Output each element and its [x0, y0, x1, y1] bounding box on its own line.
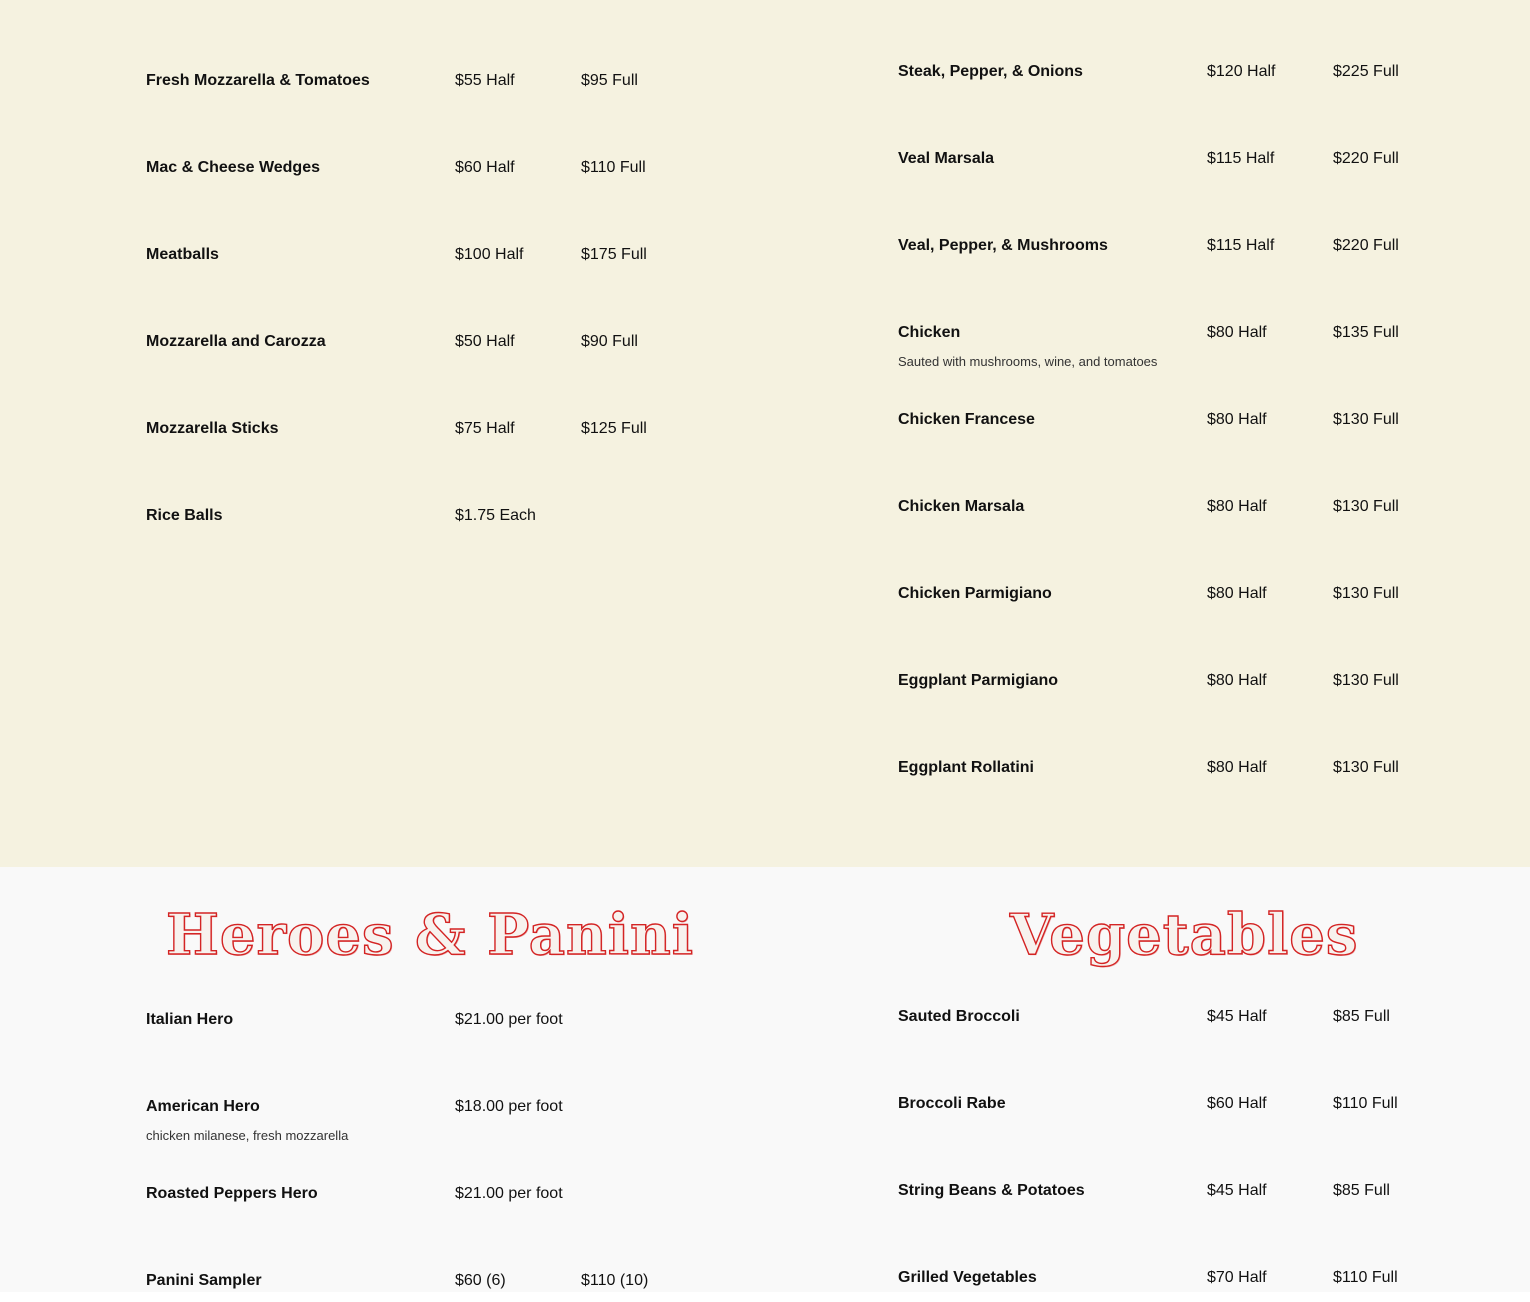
menu-item-price-half: $80 Half: [1207, 498, 1267, 515]
menu-item-price: $21.00 per foot: [455, 1185, 563, 1202]
menu-item-price-full: $135 Full: [1333, 324, 1399, 341]
menu-item-name: Italian Hero: [146, 1011, 234, 1028]
menu-item-name: Sauted Broccoli: [898, 1008, 1020, 1025]
menu-item-price-full: $95 Full: [581, 72, 638, 89]
menu-item-price-half: $50 Half: [455, 333, 515, 350]
menu-item-name: Rice Balls: [146, 507, 223, 524]
menu-item-name: Grilled Vegetables: [898, 1269, 1037, 1286]
menu-item-name: Mac & Cheese Wedges: [146, 159, 320, 176]
menu-item-name: String Beans & Potatoes: [898, 1182, 1085, 1199]
menu-item-name: Steak, Pepper, & Onions: [898, 63, 1083, 80]
menu-item-price-half: $80 Half: [1207, 585, 1267, 602]
vegetables-heading: Vegetables: [1010, 902, 1359, 968]
menu-item-price-half: $60 Half: [455, 159, 515, 176]
menu-item-price-full: $90 Full: [581, 333, 638, 350]
menu-item-name: Chicken: [898, 324, 961, 341]
menu-item-price-half: $45 Half: [1207, 1182, 1267, 1199]
menu-item-price-full: $130 Full: [1333, 585, 1399, 602]
menu-item-price-half: $100 Half: [455, 246, 524, 263]
menu-item-price-full: $130 Full: [1333, 411, 1399, 428]
menu-item-price-half: $45 Half: [1207, 1008, 1267, 1025]
menu-item-name: Roasted Peppers Hero: [146, 1185, 318, 1202]
menu-item-name: Chicken Marsala: [898, 498, 1025, 515]
menu-item-name: Fresh Mozzarella & Tomatoes: [146, 72, 370, 89]
menu-item-price-each: $1.75 Each: [455, 507, 536, 524]
menu-item-price-half: $80 Half: [1207, 759, 1267, 776]
menu-item-price-half: $70 Half: [1207, 1269, 1267, 1286]
menu-item-description: Sauted with mushrooms, wine, and tomatoes: [898, 354, 1158, 369]
menu-item-name: Panini Sampler: [146, 1272, 262, 1289]
menu-item-name: Chicken Francese: [898, 411, 1035, 428]
menu-item-price-full: $110 Full: [581, 159, 646, 176]
menu-item-price-half: $80 Half: [1207, 411, 1267, 428]
menu-item-name: Veal Marsala: [898, 150, 995, 167]
menu-item-price-large: $110 (10): [581, 1272, 649, 1289]
menu-item-price-full: $220 Full: [1333, 150, 1399, 167]
menu-item-name: Chicken Parmigiano: [898, 585, 1052, 602]
menu-item-price-half: $80 Half: [1207, 672, 1267, 689]
menu-item-price-full: $85 Full: [1333, 1008, 1390, 1025]
menu-item-description: chicken milanese, fresh mozzarella: [146, 1128, 349, 1143]
menu-item-name: Veal, Pepper, & Mushrooms: [898, 237, 1108, 254]
menu-item-price-half: $115 Half: [1207, 150, 1275, 167]
menu-item-price: $18.00 per foot: [455, 1098, 563, 1115]
menu-item-name: Meatballs: [146, 246, 219, 263]
menu-item-price-full: $110 Full: [1333, 1095, 1398, 1112]
menu-item-price-full: $125 Full: [581, 420, 647, 437]
menu-item-price-half: $75 Half: [455, 420, 515, 437]
menu-item-price-half: $80 Half: [1207, 324, 1267, 341]
menu-item-price-full: $130 Full: [1333, 498, 1399, 515]
menu-item-price-full: $225 Full: [1333, 63, 1399, 80]
menu-item-price-full: $85 Full: [1333, 1182, 1390, 1199]
menu-item-price-full: $130 Full: [1333, 672, 1399, 689]
menu-item-name: Eggplant Parmigiano: [898, 672, 1059, 689]
menu-item-price-small: $60 (6): [455, 1272, 506, 1289]
menu-item-name: Mozzarella and Carozza: [146, 333, 326, 350]
menu-item-name: American Hero: [146, 1098, 260, 1115]
heroes-panini-heading: Heroes & Panini: [166, 902, 694, 968]
menu-item-name: Eggplant Rollatini: [898, 759, 1034, 776]
menu-item-price-full: $130 Full: [1333, 759, 1399, 776]
menu-item-price-half: $55 Half: [455, 72, 515, 89]
menu-item-name: Mozzarella Sticks: [146, 420, 279, 437]
menu-item-price-half: $115 Half: [1207, 237, 1275, 254]
menu-item-price-half: $60 Half: [1207, 1095, 1267, 1112]
menu-item-price-full: $220 Full: [1333, 237, 1399, 254]
menu-item-price: $21.00 per foot: [455, 1011, 563, 1028]
menu-item-price-half: $120 Half: [1207, 63, 1276, 80]
menu-item-price-full: $110 Full: [1333, 1269, 1398, 1286]
menu-item-price-full: $175 Full: [581, 246, 647, 263]
menu-item-name: Broccoli Rabe: [898, 1095, 1006, 1112]
